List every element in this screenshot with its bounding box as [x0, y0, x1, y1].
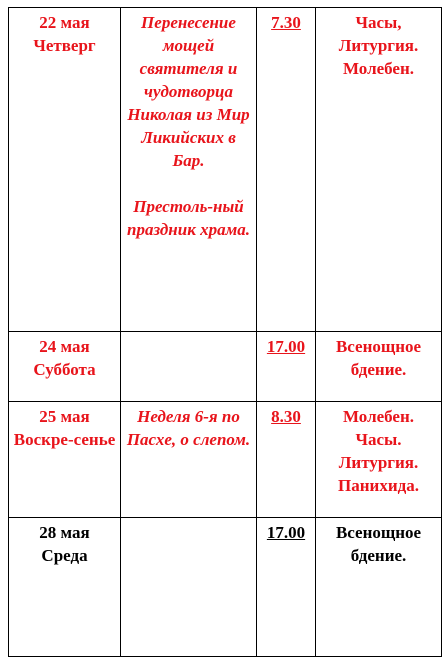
date: 28 мая	[39, 523, 90, 542]
feast-note: Престоль-ный праздник храма.	[127, 197, 250, 239]
service-description: Молебен. Часы. Литургия. Панихида.	[338, 407, 419, 495]
weekday: Суббота	[33, 360, 96, 379]
service-time: 17.00	[266, 523, 306, 542]
service-cell	[316, 8, 442, 332]
service-description: Всенощное бдение.	[335, 337, 422, 379]
time-cell	[257, 332, 316, 402]
date: 22 мая	[39, 13, 90, 32]
date-cell	[9, 332, 121, 402]
service-description: Часы, Литургия. Молебен.	[338, 13, 419, 78]
feast-cell	[121, 332, 257, 402]
date: 25 мая	[39, 407, 90, 426]
feast-name: Перенесение мощей святителя и чудотворца Николая из Мир Ликийских в Бар.	[127, 13, 250, 170]
feast-cell	[121, 8, 257, 332]
time-cell	[257, 402, 316, 518]
service-cell	[316, 518, 442, 657]
service-time: 8.30	[271, 407, 301, 426]
service-cell	[316, 402, 442, 518]
table-row	[9, 402, 442, 518]
weekday: Четверг	[33, 36, 96, 55]
feast-cell	[121, 518, 257, 657]
date-cell	[9, 8, 121, 332]
feast-cell	[121, 402, 257, 518]
time-cell	[257, 8, 316, 332]
service-time: 7.30	[271, 13, 301, 32]
weekday: Воскре-сенье	[13, 430, 116, 449]
table-row	[9, 332, 442, 402]
weekday: Среда	[41, 546, 88, 565]
service-schedule-table	[8, 7, 442, 657]
table-row	[9, 8, 442, 332]
table-row	[9, 518, 442, 657]
service-cell	[316, 332, 442, 402]
service-time: 17.00	[266, 337, 306, 356]
date-cell	[9, 402, 121, 518]
date: 24 мая	[39, 337, 90, 356]
service-description: Всенощное бдение.	[335, 523, 422, 565]
time-cell	[257, 518, 316, 657]
date-cell	[9, 518, 121, 657]
feast-name: Неделя 6-я по Пасхе, о слепом.	[126, 407, 251, 449]
